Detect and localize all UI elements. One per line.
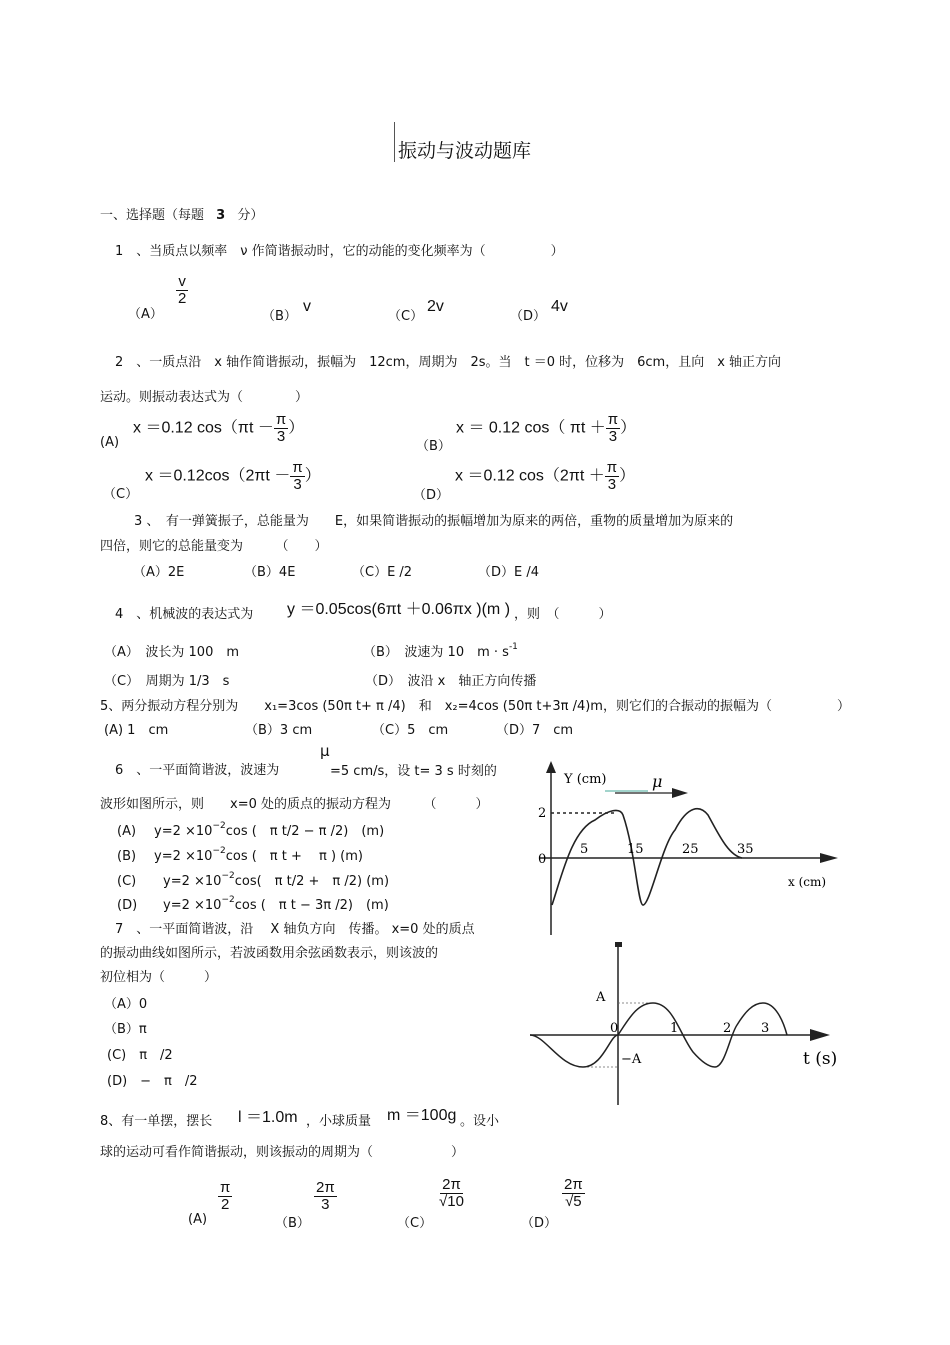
q3-option-b: （B）4E — [244, 565, 296, 580]
fig1-y-arrow-icon — [546, 761, 556, 773]
fraction-numerator: π — [275, 411, 287, 428]
expr-text: x ＝0.12cos（2πt － — [145, 467, 291, 485]
section-heading — [100, 204, 263, 223]
fig2-t-arrow-icon — [810, 1029, 830, 1041]
fig2-t-tick-2: 2 — [723, 1021, 732, 1036]
fig2-neg-a-label: −A — [621, 1052, 642, 1067]
q8-option-c-value — [437, 1177, 466, 1210]
fraction-numerator: 2π — [564, 1176, 583, 1193]
q2-option-a-label: (A) — [100, 435, 120, 450]
expr-text: x ＝ 0.12 cos（ πt ＋ — [456, 419, 606, 437]
fig1-y-label: Y (cm) — [564, 772, 607, 787]
option-label: (A) — [117, 824, 137, 839]
option-pre: y=2 ×10 — [154, 849, 213, 864]
q4-option-b — [363, 641, 518, 660]
expr-text: x ＝0.12 cos（πt － — [133, 419, 274, 437]
fig1-speed-arrow-icon — [672, 788, 688, 798]
section-points: 3 — [216, 208, 226, 223]
q8-mass-value: m ＝100g — [387, 1107, 457, 1124]
option-label: (D) — [117, 898, 138, 913]
q8-option-d-label: （D） — [521, 1216, 558, 1231]
q1-option-d-label: （D） — [510, 309, 547, 324]
q2-stem-continued: 运动。则振动表达式为（ ） — [100, 390, 309, 405]
q7-option-a: （A）0 — [104, 997, 148, 1012]
q6-option-d — [117, 894, 389, 913]
q8-stem: 8、有一单摆，摆长 — [100, 1114, 213, 1129]
q6-stem-b: =5 cm/s，设 t= 3 s 时刻的 — [330, 764, 497, 779]
q6-stem: 6 、一平面简谐波，波速为 — [115, 763, 280, 778]
q8-option-b-value — [314, 1180, 337, 1213]
q1-option-c-label: （C） — [388, 309, 424, 324]
fig1-x-tick-15: 15 — [627, 842, 644, 857]
fig1-x-label: x (cm) — [788, 875, 827, 889]
option-pre: y=2 ×10 — [154, 824, 213, 839]
q6-mu-symbol: μ — [320, 742, 330, 760]
q8-option-c-label: （C） — [397, 1216, 433, 1231]
q1-option-b-label: （B） — [262, 309, 297, 324]
q1-option-b-value: v — [303, 298, 311, 315]
fig2-t-tick-3: 3 — [761, 1021, 770, 1036]
q5-stem: 5、两分振动方程分别为 x₁=3cos (50π t+ π /4) 和 x₂=4cos (50π t+3π /4)m，则它们的合振动的振幅为（ ） — [100, 699, 850, 714]
q3-option-d: （D）E /4 — [478, 565, 540, 580]
q2-stem: 2 、一质点沿 x 轴作简谐振动，振幅为 12cm，周期为 2s。当 t ＝0 时，位移为 6cm，且向 x 轴正方向 — [115, 355, 782, 370]
q8-option-b-label: （B） — [275, 1216, 310, 1231]
q1-option-a-value — [176, 274, 188, 307]
q7-option-c: (C) π /2 — [107, 1048, 173, 1063]
q2-option-b-expr — [456, 412, 636, 445]
fraction-numerator: π — [220, 1179, 231, 1196]
option-post: cos ( π t/2 − π /2) (m) — [225, 824, 385, 839]
option-pre: y=2 ×10 — [163, 898, 222, 913]
fig1-x-tick-35: 35 — [737, 842, 754, 857]
q8-option-a-label: (A) — [188, 1212, 208, 1227]
fraction-numerator: 2π — [442, 1176, 461, 1193]
q7-stem-continued: 的振动曲线如图所示，若波函数用余弦函数表示，则该波的 — [100, 946, 439, 961]
q2-option-d-expr — [455, 460, 635, 493]
fraction-numerator: π — [606, 459, 618, 476]
q3-option-c: （C）E /2 — [352, 565, 413, 580]
fig2-t-label: t (s) — [803, 1049, 838, 1069]
superscript: −2 — [212, 821, 226, 831]
option-label: (B) — [117, 849, 137, 864]
fig2-t-tick-1: 1 — [670, 1021, 679, 1036]
superscript: −2 — [212, 846, 226, 856]
q5-option-b: （B）3 cm — [245, 723, 313, 738]
q8-option-a-value — [218, 1180, 232, 1213]
q6-option-a — [117, 820, 384, 839]
q4-option-c: （C） 周期为 1/3 s — [104, 674, 230, 689]
fraction-numerator: π — [292, 459, 303, 476]
expr-end: ） — [288, 419, 305, 437]
q6-option-b — [117, 845, 363, 864]
q6-option-c — [117, 870, 389, 889]
q5-option-c: （C）5 cm — [372, 723, 449, 738]
q2-option-c-expr — [145, 460, 321, 493]
q1-option-d-value: 4v — [551, 298, 568, 315]
option-text: （B） 波速为 10 m · s — [363, 645, 509, 660]
q2-option-b-label: （B） — [416, 439, 451, 454]
q8-length-value: l ＝1.0m — [238, 1109, 298, 1126]
q7-stem: 7 、一平面简谐波，沿 X 轴负方向 传播。 x=0 处的质点 — [115, 922, 475, 937]
q7-option-b: （B）π — [104, 1022, 147, 1037]
q8-stem-c: 。设小 — [460, 1114, 500, 1129]
q2-option-d-label: （D） — [413, 488, 450, 503]
option-pre: y=2 ×10 — [163, 874, 222, 889]
fraction-denominator: 2 — [221, 1195, 230, 1213]
q4-stem: 4 、机械波的表达式为 — [115, 607, 254, 622]
q1-option-a-label: （A） — [128, 307, 163, 322]
q2-option-c-label: （C） — [103, 487, 139, 502]
q2-option-a-expr — [133, 412, 304, 445]
vibration-curve-figure — [525, 940, 845, 1110]
q3-stem: 3 、 有一弹簧振子，总能量为 E，如果简谐振动的振幅增加为原来的两倍，重物的质量增加为原来的 — [134, 514, 734, 529]
q4-option-d: （D） 波沿 x 轴正方向传播 — [365, 674, 537, 689]
superscript: −2 — [221, 895, 235, 905]
q5-option-d: （D）7 cm — [496, 723, 574, 738]
fraction-denominator: √10 — [439, 1192, 464, 1210]
q7-option-d: (D) − π /2 — [107, 1074, 198, 1089]
fig2-origin: 0 — [610, 1021, 619, 1036]
q3-option-a: （A）2E — [133, 565, 185, 580]
fraction-denominator: 3 — [607, 475, 617, 493]
q8-stem-continued: 球的运动可看作简谐振动，则该振动的周期为（ ） — [100, 1145, 465, 1160]
q8-option-d-value — [562, 1177, 585, 1210]
fraction-denominator: 3 — [293, 475, 302, 493]
fig1-y-tick: 2 — [538, 806, 547, 821]
q8-stem-b: ，小球质量 — [306, 1114, 372, 1129]
wave-form-figure — [520, 755, 850, 945]
q4-tail: ，则 （ ） — [514, 607, 612, 622]
option-post: cos( π t/2 + π /2) (m) — [234, 874, 390, 889]
fraction-numerator: 2π — [316, 1179, 335, 1196]
q3-stem-continued: 四倍，则它的总能量变为 （ ） — [100, 539, 328, 554]
option-label: (C) — [117, 874, 137, 889]
page-title: 振动与波动题库 — [398, 140, 532, 162]
q6-stem-continued: 波形如图所示，则 x=0 处的质点的振动方程为 （ ） — [100, 797, 489, 812]
q4-option-a: （A） 波长为 100 m — [104, 645, 240, 660]
expr-end: ） — [620, 419, 637, 437]
option-post: cos ( π t + π ) (m) — [225, 849, 363, 864]
fig2-y-axis-cap — [615, 942, 622, 947]
expr-end: ） — [619, 467, 636, 485]
section-unit: 分） — [237, 208, 264, 223]
fraction-numerator: v — [178, 273, 186, 290]
fig1-speed-label: μ — [652, 772, 663, 791]
fraction-numerator: π — [607, 411, 619, 428]
superscript: −2 — [221, 871, 235, 881]
q4-expression: y ＝0.05cos(6πt ＋0.06πx )(m ) — [287, 601, 511, 618]
fig2-a-label: A — [596, 990, 606, 1005]
fig1-origin: 0 — [538, 852, 547, 867]
expr-text: x ＝0.12 cos（2πt ＋ — [455, 467, 605, 485]
fraction-denominator: 3 — [608, 427, 618, 445]
q7-stem-continued-2: 初位相为（ ） — [100, 970, 218, 985]
fraction-denominator: 3 — [321, 1195, 330, 1213]
option-post: cos ( π t − 3π /2) (m) — [234, 898, 389, 913]
fraction-denominator: √5 — [565, 1192, 582, 1210]
expr-end: ） — [304, 467, 321, 485]
title-marker — [394, 122, 395, 162]
fig1-x-tick-5: 5 — [580, 842, 589, 857]
fraction-denominator: 2 — [178, 289, 187, 307]
fig1-x-tick-25: 25 — [682, 842, 699, 857]
superscript: -1 — [508, 642, 518, 652]
q1-stem: 1 、当质点以频率 ν 作简谐振动时，它的动能的变化频率为（ ） — [115, 244, 564, 259]
fraction-denominator: 3 — [276, 427, 286, 445]
q1-option-c-value: 2v — [427, 298, 444, 315]
section-label: 一、选择题（每题 — [100, 208, 205, 223]
fig1-x-arrow-icon — [820, 853, 838, 863]
q5-option-a: (A) 1 cm — [104, 723, 169, 738]
